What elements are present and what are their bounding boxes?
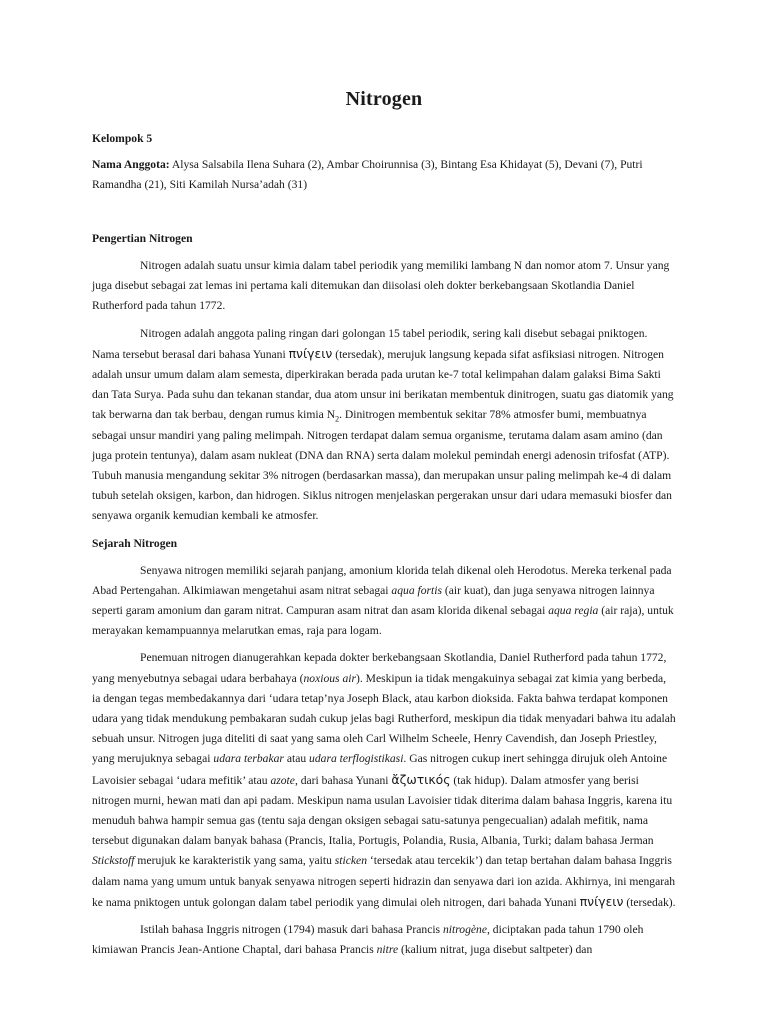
italic-term: aqua regia [548,604,599,618]
paragraph-text: merujuk ke karakteristik yang sama, yaitu [137,854,332,868]
paragraph-text: (tersedak). [626,895,676,909]
paragraph-text: (kalium nitrat, juga disebut saltpeter) dan [401,943,593,957]
paragraph-text: . Gas nitrogen cukup inert sehingga dirujuk oleh Antoine Lavoisier sebagai ‘udara mefitik’ atau [92,752,668,787]
italic-term: noxious air [303,671,356,685]
paragraph-text: (tak hidup). Dalam atmosfer yang berisi nitrogen murni, hewan mati dan api padam. Meskipun nama usulan Lavoisier tidak diterima dalam bahasa Inggris, karena itu menuduh bahwa hampir semua gas (tentu saja dengan oksigen sebagai satu-satunya pengecualian) adalah mefitik, nama tersebut digunakan dalam banyak bahasa (Prancis, Italia, Portugis, Polandia, Rusia, Albania, Turki; dalam bahasa Jerman [92,773,673,848]
paragraph-text: (tersedak), merujuk langsung kepada sifat asfiksiasi nitrogen. Nitrogen adalah unsur umum dalam alam semesta, diperkirakan berada pada urutan ke-7 total kelimpahan dalam galaksi Bima Sakti dan Tata Surya. Pada suhu dan tekanan standar, dua atom unsur ini berikatan membentuk dinitrogen, suatu gas diatomik yang tak berwarna dan tak berbau, dengan rumus kimia N [92,347,674,422]
members-label: Nama Anggota: [92,158,170,171]
italic-term: aqua fortis [391,583,442,597]
paragraph-text: Penemuan nitrogen dianugerahkan kepada dokter berkebangsaan Skotlandia, Daniel Rutherford pada tahun 1772, yang menyebutnya sebagai udara berbahaya ( [92,651,667,685]
paragraph-text: ‘tersedak atau tercekik’) dan tetap bertahan dalam bahasa Inggris dalam nama yang umum untuk banyak senyawa nitrogen seperti hidrazin dan senyawa dari ion azida. Akhirnya, ini mengarah ke nama pniktogen untuk golongan dalam tabel periodik yang dimulai oleh nitrogen, dari bahada Yunani [92,854,676,909]
paragraph-text: atau [286,752,307,766]
italic-term: udara terbakar [213,752,284,766]
group-name: Kelompok 5 [92,132,153,145]
paragraph-text: Nitrogen adalah suatu unsur kimia dalam tabel periodik yang memiliki lambang N dan nomor atom 7. Unsur yang juga disebut sebagai zat lemas ini pertama kali ditemukan dan diisolasi oleh dokter berkebangsaan Skotlandia Daniel Rutherford pada tahun 1772. [92,259,670,313]
italic-term: Stickstoff [92,854,135,868]
paragraph-text: , diciptakan pada tahun 1790 oleh kimiawan Prancis Jean-Antione Chaptal, dari bahasa Prancis [92,923,644,957]
italic-term: sticken [334,854,367,868]
italic-term: udara terflogistikasi [309,752,404,766]
page-title: Nitrogen [345,88,423,110]
history-paragraph-3 [92,920,676,960]
paragraph-text: (air raja), untuk merayakan kemampuannya melarutkan emas, raja para logam. [92,604,674,638]
section-heading-history: Sejarah Nitrogen [92,536,178,550]
italic-term: nitrogène [442,923,487,937]
paragraph-text: , dari bahasa Yunani [294,773,389,787]
paragraph-text: Istilah bahasa Inggris nitrogen (1794) masuk dari bahasa Prancis [140,923,441,937]
italic-term: azote [270,773,295,787]
italic-term: nitre [376,943,399,957]
greek-word: ἄζωτικός [391,771,451,787]
section-heading-definition: Pengertian Nitrogen [92,232,193,245]
paragraph-text: Senyawa nitrogen memiliki sejarah panjang, amonium klorida telah dikenal oleh Herodotus. Mereka terkenal pada Abad Pertengahan. Alkimiawan mengetahui asam nitrat sebagai [92,563,672,597]
paragraph-text: (air kuat), dan juga senyawa nitrogen lainnya seperti garam amonium dan garam nitrat. Campuran asam nitrat dan asam klorida dikenal sebagai [92,583,655,618]
greek-word: πνίγειν [288,345,333,361]
greek-word: πνίγειν [579,893,624,909]
history-paragraph-2 [92,648,676,913]
members-line [92,155,676,195]
paragraph-text: ). Meskipun ia tidak mengakuinya sebagai zat kimia yang berbeda, ia dengan tegas membedakannya dari ‘udara tetap’nya Joseph Black, atau karbon dioksida. Fakta bahwa terdapat komponen udara yang tidak mendukung pembakaran sudah cukup jelas bagi Rutherford, meskipun dia tidak menyadari bahwa itu adalah sebuah unsur. Nitrogen juga diteliti di saat yang sama oleh Carl Wilhelm Scheele, Henry Cavendish, dan Joseph Priestley, yang merujuknya sebagai [92,671,676,766]
members-list: Alysa Salsabila Ilena Suhara (2), Ambar Choirunnisa (3), Bintang Esa Khidayat (5), Devani (7), Putri Ramandha (21), Siti Kamilah Nursa’adah (31) [92,158,643,191]
history-paragraph-1 [92,561,676,642]
definition-paragraph-1 [92,256,676,317]
group-label [92,129,676,149]
paragraph-text: Nitrogen adalah anggota paling ringan dari golongan 15 tabel periodik, sering kali disebut sebagai pniktogen. Nama tersebut berasal dari bahasa Yunani [92,326,648,361]
definition-paragraph-2 [92,324,676,527]
paragraph-text: . Dinitrogen membentuk sekitar 78% atmosfer bumi, membuatnya sebagai unsur mandiri yang paling melimpah. Nitrogen terdapat dalam semua organisme, terutama dalam asam amino (dan juga protein tentunya), dalam asam nukleat (DNA dan RNA) serta dalam molekul pemindah energi adenosin trifosfat (ATP). Tubuh manusia mengandung sekitar 3% nitrogen (berdasarkan massa), dan merupakan unsur paling melimpah ke-4 di dalam tubuh setelah oksigen, karbon, dan hidrogen. Siklus nitrogen menjelaskan pergerakan unsur dari udara memasuki biosfer dan senyawa organik kemudian kembali ke atmosfer. [92,408,672,523]
subscript: 2 [335,414,340,424]
